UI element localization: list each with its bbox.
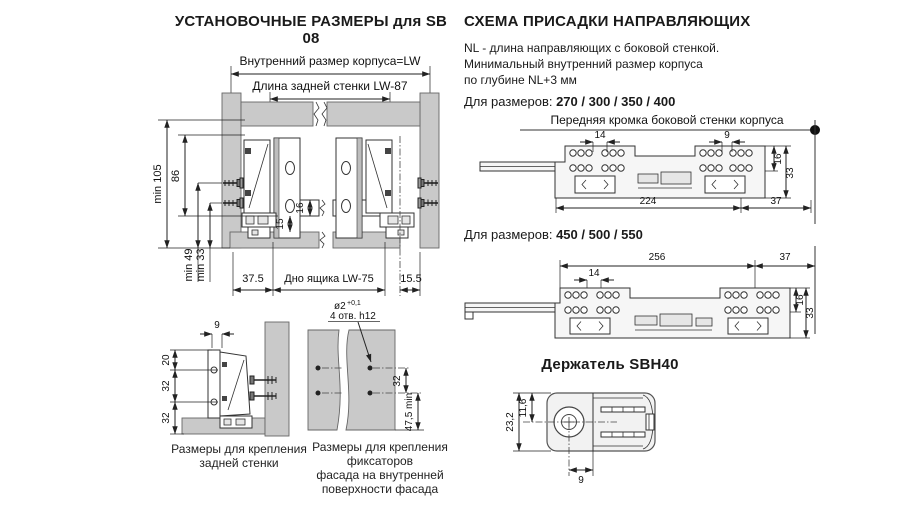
svg-text:min 105: min 105 [152,164,164,204]
svg-text:11,6: 11,6 [518,398,529,418]
facade-caption: Размеры для крепления фиксаторов фасада на внутренней поверхности фасада [312,440,448,496]
slide-rail-2 [465,303,557,319]
back-wall-fastening-drawing [162,318,312,440]
sizes-line-1: Для размеров: 270 / 300 / 350 / 400 [464,94,676,109]
svg-text:14: 14 [594,130,606,141]
svg-text:16: 16 [295,202,306,214]
svg-text:37: 37 [770,196,782,207]
installation-cross-section-drawing [150,50,460,316]
svg-text:32: 32 [161,412,172,424]
slide-rail [480,162,558,171]
drawer-slide-left [242,138,300,238]
svg-text:33: 33 [785,167,796,179]
slide-drilling-diagram-long [460,246,900,350]
holder-title: Держатель SBH40 [541,356,679,373]
sizes-line-2: Для размеров: 450 / 500 / 550 [464,227,643,242]
nl-note: NL - длина направляющих с боковой стенкой. Минимальный внутренний размер корпуса по глубине NL+3 мм [464,41,720,87]
svg-text:32: 32 [392,375,403,387]
svg-text:min 49: min 49 [183,248,195,282]
cabinet-side-panel-left [222,93,241,248]
svg-text:37.5: 37.5 [242,273,264,285]
slide-bracket-profile [220,352,252,428]
svg-text:37: 37 [779,252,791,263]
front-edge-label: Передняя кромка боковой стенки корпуса [550,113,784,127]
dim-15-5 [400,252,422,296]
dim-47-5-min [395,393,424,431]
svg-text:47,5 min: 47,5 min [404,392,415,432]
right-title: СХЕМА ПРИСАДКИ НАПРАВЛЯЮЩИХ [464,13,751,30]
svg-text:256: 256 [648,252,666,263]
svg-text:20: 20 [161,354,172,366]
dim-label-lw: Внутренний размер корпуса=LW [239,54,421,68]
svg-text:ø2: ø2 [334,301,346,312]
svg-text:23,2: 23,2 [505,412,516,432]
svg-text:+0,1: +0,1 [347,300,361,307]
back-wall-plate [208,350,220,418]
svg-text:32: 32 [161,380,172,392]
svg-text:224: 224 [639,196,657,207]
holder-body [523,393,655,476]
svg-text:Дно ящика LW-75: Дно ящика LW-75 [284,273,374,285]
holder-sbh40-drawing [505,380,715,492]
dim-min33 [195,203,222,282]
svg-text:9: 9 [724,130,730,141]
facade-fixing-drawing [298,298,463,440]
svg-text:min 33: min 33 [195,248,207,282]
svg-text:16: 16 [773,153,784,165]
svg-text:33: 33 [805,307,816,319]
dim-9-holder [569,451,593,486]
dim-drawer-bottom-lw75 [273,242,385,296]
svg-text:86: 86 [170,169,182,183]
cabinet-side-panel-right [420,93,439,248]
dim-32-lower [161,402,184,434]
back-panel [265,322,289,436]
dim-11-6 [518,393,532,422]
dim-label-lw87: Длина задней стенки LW-87 [252,79,408,93]
left-title: УСТАНОВОЧНЫЕ РАЗМЕРЫ для SB 08 [174,13,448,47]
svg-text:14: 14 [588,268,600,279]
svg-text:9: 9 [214,320,220,331]
cabinet-top-member [241,102,420,126]
dim-16-diag1 [765,146,791,171]
dim-224 [556,196,741,213]
svg-text:16: 16 [795,294,806,306]
dim-37-5 [233,242,273,296]
back-wall-caption: Размеры для крепления задней стенки [171,442,307,470]
dim-9-top [200,320,234,348]
dim-37-diag1 [741,196,811,213]
dim-37-diag2 [755,252,815,266]
facade-panel [308,330,395,430]
slide-drilling-diagram-short [462,112,900,224]
svg-text:15.5: 15.5 [400,273,422,285]
svg-text:9: 9 [578,475,584,486]
svg-text:4 отв. h12: 4 отв. h12 [330,311,376,322]
svg-text:15: 15 [275,218,286,230]
holder-tab [646,414,654,430]
